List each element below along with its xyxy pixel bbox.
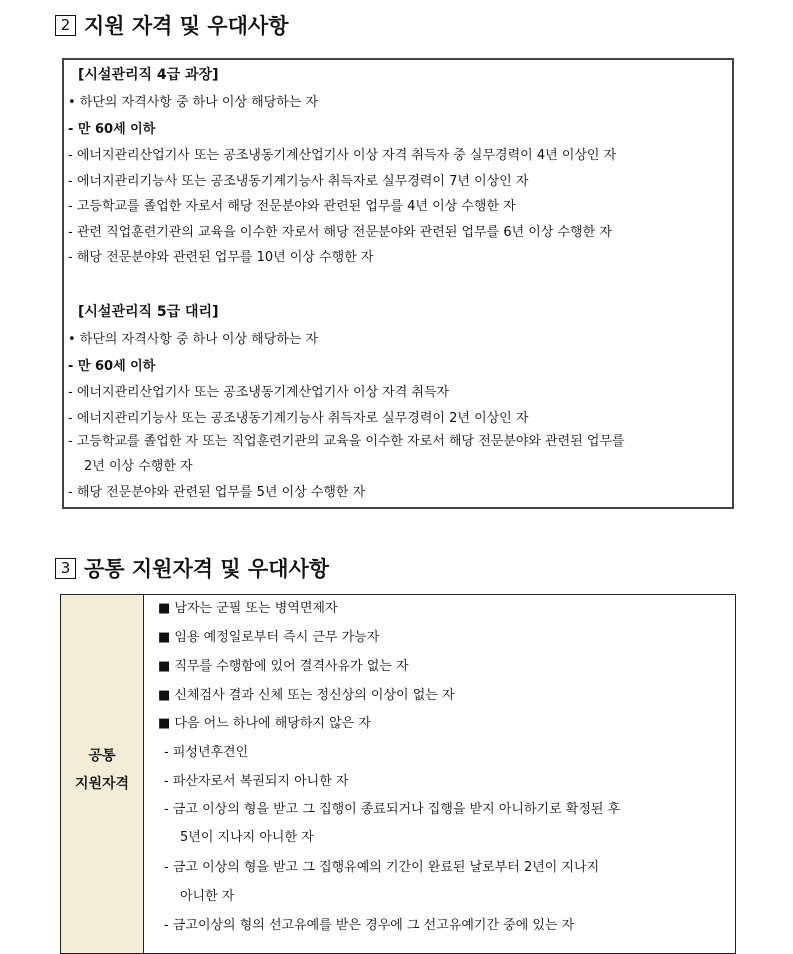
- common-qualification-line: - 피성년후견인: [164, 745, 249, 760]
- section-title-text: 공통 지원자격 및 우대사항: [84, 557, 330, 581]
- label-line-1: 공통: [88, 748, 116, 764]
- common-qualification-line: - 금고 이상의 형을 받고 그 집행유예의 기간이 완료된 날로부터 2년이 지나지: [164, 860, 600, 875]
- section-3-title: [55, 553, 329, 583]
- qualification-line: - 에너지관리산업기사 또는 공조냉동기계산업기사 이상 자격 취득자: [68, 385, 450, 400]
- qualification-line: - 해당 전문분야와 관련된 업무를 10년 이상 수행한 자: [68, 250, 374, 265]
- common-qualification-line: - 금고 이상의 형을 받고 그 집행이 종료되거나 집행을 받지 아니하기로 확정된 후: [164, 802, 621, 817]
- qualification-line: - 에너지관리기능사 또는 공조냉동기계기능사 취득자로 실무경력이 2년 이상인 자: [68, 411, 529, 426]
- qualification-line: - 에너지관리기능사 또는 공조냉동기계기능사 취득자로 실무경력이 7년 이상인 자: [68, 174, 529, 189]
- position-heading: [시설관리직 4급 과장]: [78, 67, 219, 83]
- section-number-box: 3: [55, 558, 76, 579]
- section-number-box: 2: [55, 15, 76, 36]
- qualification-line: • 하단의 자격사항 중 하나 이상 해당하는 자: [68, 332, 319, 347]
- qualification-line: - 고등학교를 졸업한 자 또는 직업훈련기관의 교육을 이수한 자로서 해당 전문분야와 관련된 업무를: [68, 434, 625, 449]
- common-qualification-line: - 금고이상의 형의 선고유예를 받은 경우에 그 선고유예기간 중에 있는 자: [164, 918, 575, 933]
- common-qualification-line: 아니한 자: [180, 889, 235, 904]
- common-qualification-line: 5년이 지나지 아니한 자: [180, 830, 314, 845]
- common-qualification-line: ■ 임용 예정일로부터 즉시 근무 가능자: [158, 630, 380, 645]
- label-line-2: 지원자격: [74, 776, 130, 792]
- common-qualification-line: ■ 직무를 수행함에 있어 결격사유가 없는 자: [158, 659, 409, 674]
- common-qualification-line: ■ 신체검사 결과 신체 또는 정신상의 이상이 없는 자: [158, 688, 455, 703]
- qualification-line: - 만 60세 이하: [68, 359, 156, 374]
- qualification-line: - 고등학교를 졸업한 자로서 해당 전문분야와 관련된 업무를 4년 이상 수행한 자: [68, 199, 516, 214]
- qualification-line: - 만 60세 이하: [68, 122, 156, 137]
- table-label-cell: [61, 595, 144, 953]
- qualification-line: • 하단의 자격사항 중 하나 이상 해당하는 자: [68, 95, 319, 110]
- common-qualification-line: - 파산자로서 복권되지 아니한 자: [164, 774, 349, 789]
- section-title-text: 지원 자격 및 우대사항: [84, 14, 289, 38]
- common-qualification-line: ■ 남자는 군필 또는 병역면제자: [158, 601, 338, 616]
- qualification-line: 2년 이상 수행한 자: [84, 459, 193, 474]
- qualification-line: - 에너지관리산업기사 또는 공조냉동기계산업기사 이상 자격 취득자 중 실무경력이 4년 이상인 자: [68, 148, 617, 163]
- section-2-title: [55, 10, 289, 40]
- qualification-line: - 해당 전문분야와 관련된 업무를 5년 이상 수행한 자: [68, 485, 366, 500]
- qualification-line: - 관련 직업훈련기관의 교육을 이수한 자로서 해당 전문분야와 관련된 업무를 6년 이상 수행한 자: [68, 225, 612, 240]
- position-heading: [시설관리직 5급 대리]: [78, 304, 219, 320]
- common-qualification-line: ■ 다음 어느 하나에 해당하지 않은 자: [158, 716, 371, 731]
- common-qualifications-table: [60, 594, 736, 954]
